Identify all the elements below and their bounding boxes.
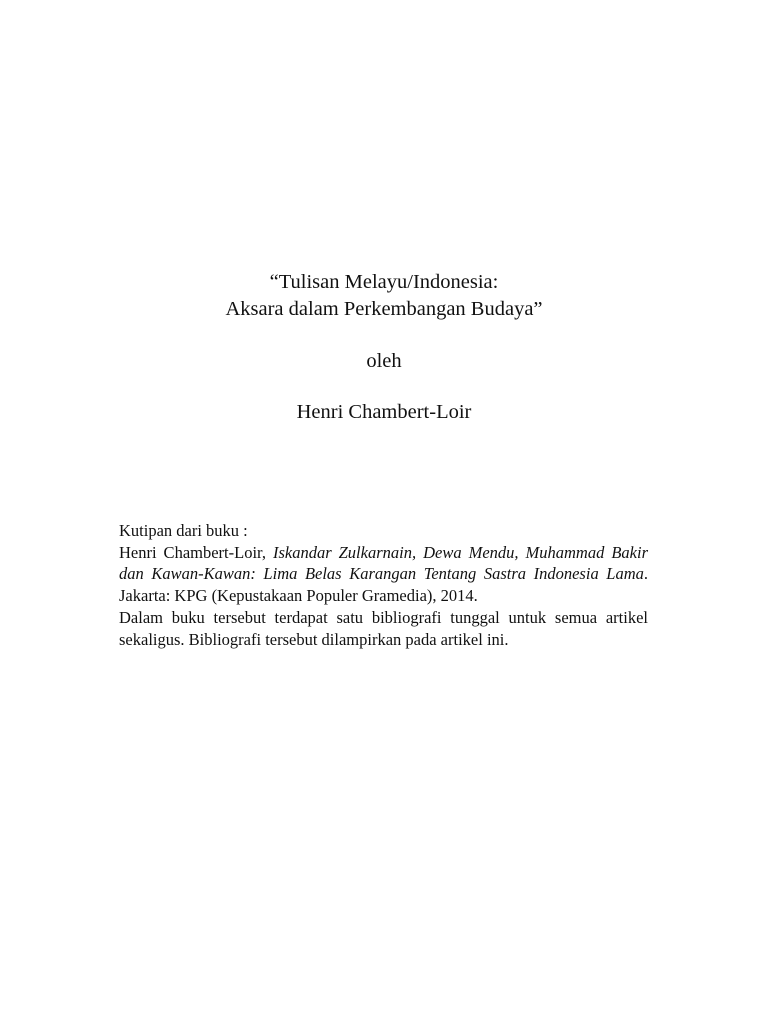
article-title: [0, 269, 768, 323]
source-note-heading: Kutipan dari buku :: [119, 521, 248, 540]
citation-publication: . Jakarta: KPG (Kepustakaan Populer Gramedia), 2014.: [119, 564, 648, 606]
article-title-line-1: “Tulisan Melayu/Indonesia:: [269, 271, 499, 293]
source-note: [119, 520, 648, 650]
article-title-line-2: Aksara dalam Perkembangan Budaya”: [225, 298, 543, 320]
citation-author: Henri Chambert-Loir,: [119, 542, 273, 562]
citation-book-title: Iskandar Zulkarnain, Dewa Mendu, Muhammad Bakir dan Kawan-Kawan: Lima Belas Karangan Tentang Sastra Indonesia Lama: [119, 542, 648, 584]
source-citation: [119, 542, 648, 607]
byline-oleh: oleh: [366, 350, 402, 372]
author-name: Henri Chambert-Loir: [296, 401, 472, 423]
bibliography-remark: Dalam buku tersebut terdapat satu bibliografi tunggal untuk semua artikel sekaligus. Bibliografi tersebut dilampirkan pada artikel ini.: [119, 607, 648, 649]
